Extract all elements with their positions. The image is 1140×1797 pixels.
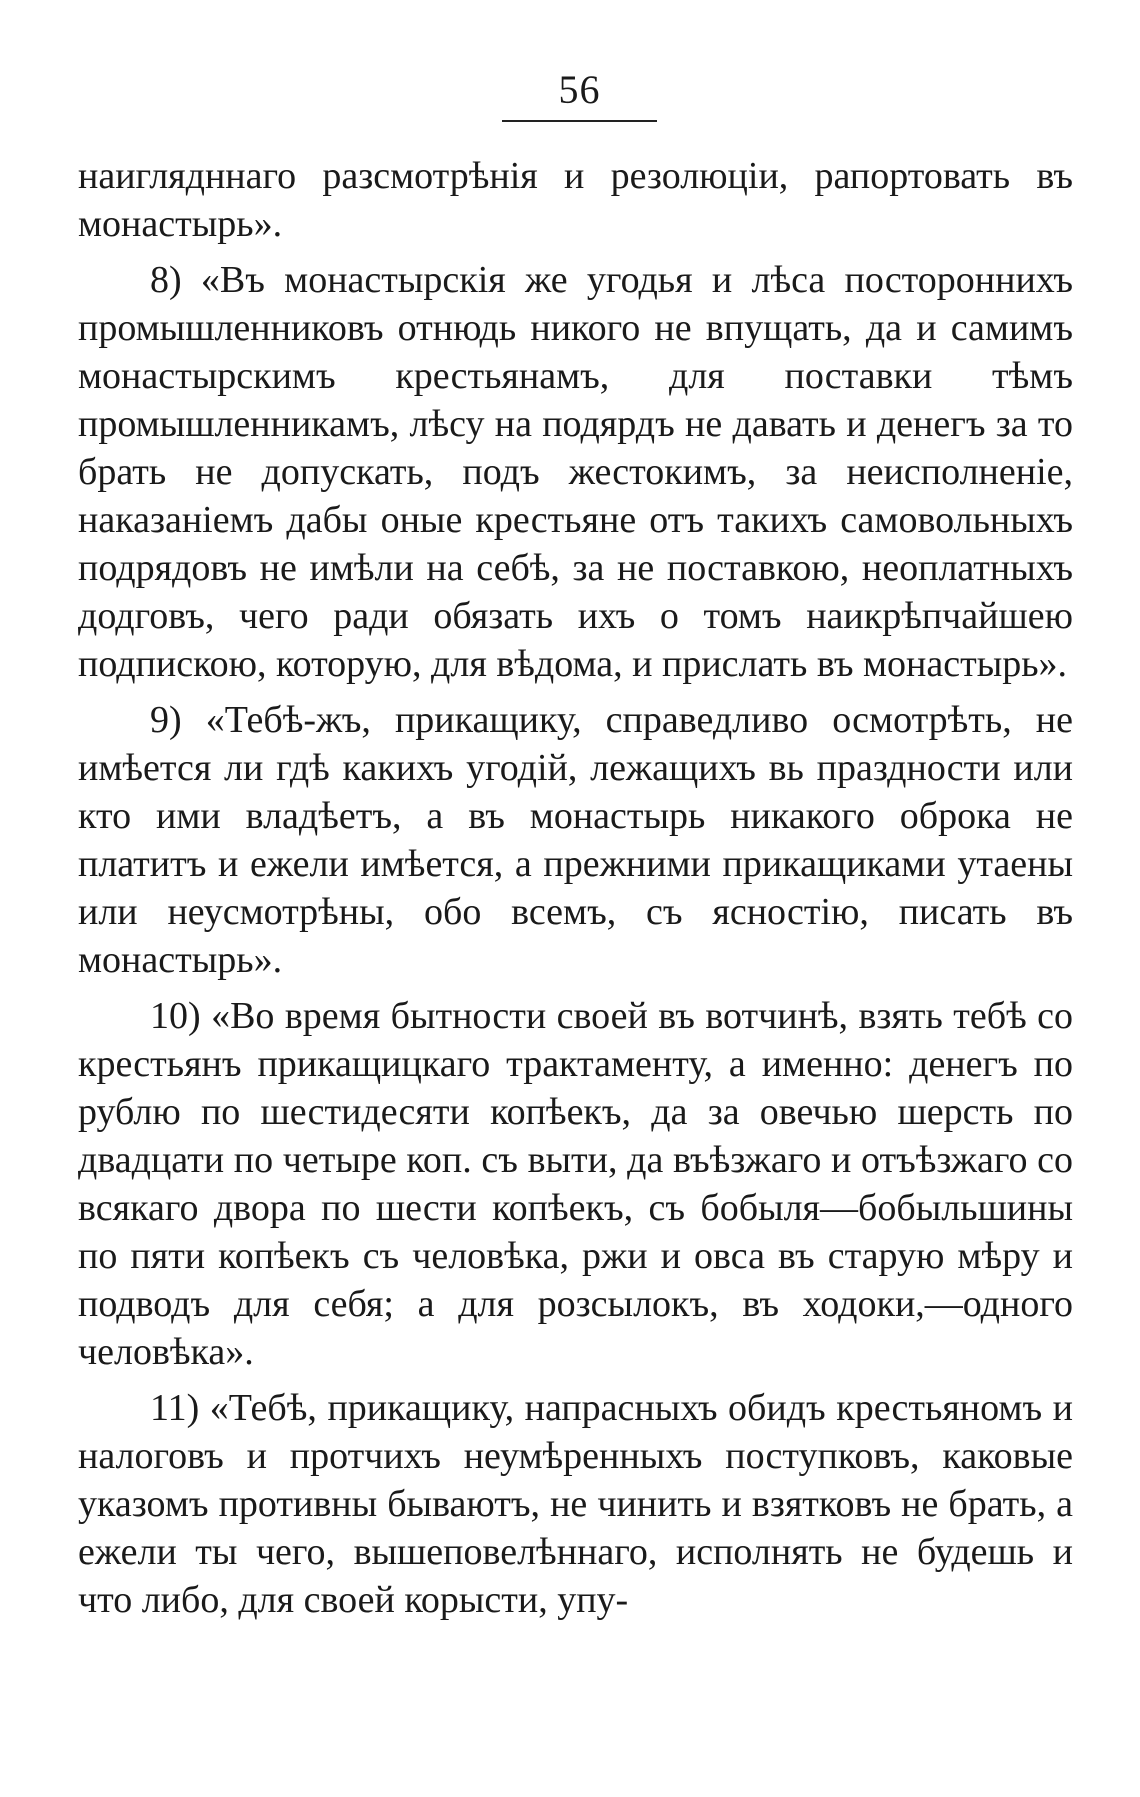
book-page	[78, 67, 1073, 1632]
page-header	[86, 67, 1073, 122]
paragraph-item-11: 11) «Тебѣ, прикащику, напрасныхъ обидъ крестьяномъ и налоговъ и протчихъ неумѣренныхъ поступковъ, каковые указомъ противны бываютъ, не чинить и взятковъ не брать, а ежели ты чего, вышеповелѣннаго, исполнять не будешь и что либо, для своей корысти, упу-	[78, 1387, 1073, 1621]
paragraph-continuation: наиглядннаго разсмотрѣнія и резолюціи, рапортовать въ монастырь».	[78, 155, 1073, 245]
page-body	[78, 152, 1073, 1624]
paragraph-item-10: 10) «Во время бытности своей въ вотчинѣ, взять тебѣ со крестьянъ прикащицкаго трактаменту, а именно: денегъ по рублю по шестидесяти копѣекъ, да за овечью шерсть по двадцати по четыре коп. съ выти, да въѣзжаго и отъѣзжаго со всякаго двора по шести копѣекъ, съ бобыля—бобыльшины по пяти копѣекъ съ человѣка, ржи и овса въ старую мѣру и подводъ для себя; а для розсылокъ, въ ходоки,—одного человѣка».	[78, 995, 1073, 1373]
paragraph-item-8: 8) «Въ монастырскія же угодья и лѣса постороннихъ промышленниковъ отнюдь никого не впущать, да и самимъ монастырскимъ крестьянамъ, для поставки тѣмъ промышленникамъ, лѣсу на подярдъ не давать и денегъ за то брать не допускать, подъ жестокимъ, за неисполненіе, наказаніемъ дабы оные крестьяне отъ такихъ самовольныхъ подрядовъ не имѣли на себѣ, за не поставкою, неоплатныхъ додговъ, чего ради обязать ихъ о томъ наикрѣпчайшею подпискою, которую, для вѣдома, и прислать въ монастырь».	[78, 259, 1073, 685]
page-number: 56	[502, 70, 657, 122]
paragraph-item-9: 9) «Тебѣ-жъ, прикащику, справедливо осмотрѣть, не имѣется ли гдѣ какихъ угодій, лежащихъ вь праздности или кто ими владѣетъ, а въ монастырь никакого оброка не платитъ и ежели имѣется, а прежними прикащиками утаены или неусмотрѣны, обо всемъ, съ ясностію, писать въ монастырь».	[78, 699, 1073, 981]
